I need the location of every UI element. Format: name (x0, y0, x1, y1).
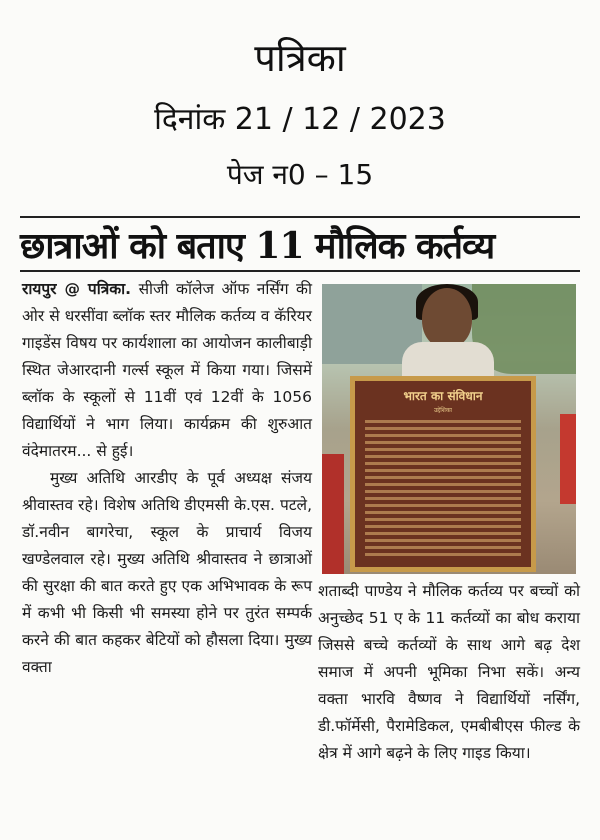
article-column-right (318, 578, 580, 767)
article-paragraph-2: मुख्य अतिथि आरडीए के पूर्व अध्यक्ष संजय श्रीवास्तव रहे। विशेष अतिथि डीएमसी के.एस. पटले, डॉ.नवीन बागरेचा, स्कूल के प्राचार्य विजय खण्डेलवाल रहे। मुख्य अतिथि श्रीवास्तव ने छात्राओं की सुरक्षा की बात करते हुए एक अभिभावक के रूप में कभी भी किसी भी समस्या होने पर तुरंत सम्पर्क करने की बात कहकर बेटियों को हौसला दिया। मुख्य वक्ता (22, 469, 312, 676)
article-dateline: रायपुर @ पत्रिका. (22, 280, 132, 298)
photo-red-chair (322, 454, 344, 574)
article-column-left (22, 276, 312, 681)
date-line: दिनांक 21 / 12 / 2023 (154, 102, 446, 137)
publication-name: पत्रिका (254, 36, 346, 80)
plaque-subtitle: उद्देशिका (434, 407, 452, 414)
article-paragraph-1 (22, 276, 312, 465)
plaque-title: भारत का संविधान (403, 389, 483, 403)
page-number-line: पेज न0 – 15 (226, 158, 374, 191)
constitution-plaque (350, 376, 536, 572)
paragraph-1-text: सीजी कॉलेज ऑफ नर्सिंग की ओर से धरसींवा ब्लॉक स्तर मौलिक कर्तव्य व कॅरियर गाइडेंस विषय पर कार्यशाला का आयोजन कालीबाड़ी स्थित जेआरदानी गर्ल्स स्कूल में किया गया। जिसमें ब्लॉक के स्कूलों से 11वीं एवं 12वीं के 1056 विद्यार्थियों ने भाग लिया। कार्यक्रम की शुरुआत वंदेमातरम... से हुई। (22, 280, 312, 460)
article-headline: छात्राओं को बताए 11 मौलिक कर्तव्य (20, 225, 495, 267)
article-photo (322, 284, 576, 574)
article-paragraph-3: शताब्दी पाण्डेय ने मौलिक कर्तव्य पर बच्चों को अनुच्छेद 51 ए के 11 कर्तव्यों का बोध कराया जिससे बच्चे कर्तव्यों के साथ आगे बढ़ देश समाज में अपनी भूमिका निभा सकें। अन्य वक्ता भारवि वैष्णव ने विद्यार्थियों नर्सिंग, डी.फॉर्मेसी, पैरामेडिकल, एमबीबीएस फील्ड के क्षेत्र में आगे बढ़ने के लिए गाइड किया। (318, 582, 580, 762)
plaque-text-lines (365, 420, 521, 556)
photo-red-chair-right (560, 414, 576, 504)
photo-student-face (422, 288, 472, 348)
headline-bottom-rule (20, 270, 580, 272)
headline-top-rule (20, 216, 580, 218)
